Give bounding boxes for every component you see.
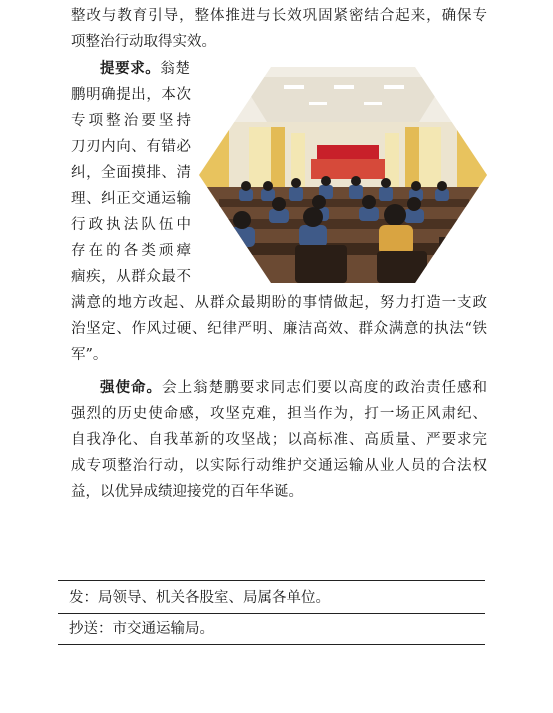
body-text-line: 会上翁楚鹏要求同志们要以高度的政治责任感和 <box>162 380 488 396</box>
body-text-line: 益，以优异成绩迎接党的百年华诞。 <box>71 484 303 500</box>
paragraph-first-line <box>100 59 190 79</box>
middle-divider <box>58 613 485 614</box>
bottom-divider <box>58 644 485 645</box>
section-heading-mission: 强使命。 <box>100 379 163 396</box>
body-text-line: 痼疾，从群众最不 <box>71 269 191 285</box>
copy-to-line: 抄送：市交通运输局。 <box>69 621 214 637</box>
body-text-line: 成专项整治行动，以实际行动维护交通运输从业人员的合法权 <box>71 458 487 474</box>
meeting-photo <box>199 67 487 283</box>
body-text-line: 鹏明确提出，本次 <box>71 87 191 103</box>
paragraph-first-line <box>100 378 487 398</box>
meeting-hall-image <box>199 67 487 283</box>
body-text-line: 治坚定、作风过硬、纪律严明、廉洁高效、群众满意的执法“铁 <box>71 321 487 337</box>
top-divider <box>58 580 485 581</box>
body-text-line: 理、纠正交通运输 <box>71 191 191 207</box>
body-text-line: 自我净化、自我革新的攻坚战；以高标准、高质量、严要求完 <box>71 432 487 448</box>
body-text-line: 刀刃内向、有错必 <box>71 139 191 155</box>
send-to-line: 发：局领导、机关各股室、局属各单位。 <box>69 590 330 606</box>
body-text-line: 翁楚 <box>160 61 191 77</box>
body-text-line: 专项整治要坚持 <box>71 113 191 129</box>
body-text-line: 军”。 <box>71 347 108 363</box>
body-text-line: 行政执法队伍中 <box>71 217 191 233</box>
body-text-line: 存在的各类顽瘴 <box>71 243 191 259</box>
section-heading-demand: 提要求。 <box>100 60 161 77</box>
body-text-line: 项整治行动取得实效。 <box>71 34 216 50</box>
body-text-line: 强烈的历史使命感，攻坚克难，担当作为，打一场正风肃纪、 <box>71 406 487 422</box>
body-text-line: 满意的地方改起、从群众最期盼的事情做起，努力打造一支政 <box>71 295 487 311</box>
body-text-line: 整改与教育引导，整体推进与长效巩固紧密结合起来，确保专 <box>71 8 487 24</box>
body-text-line: 纠，全面摸排、清 <box>71 165 191 181</box>
